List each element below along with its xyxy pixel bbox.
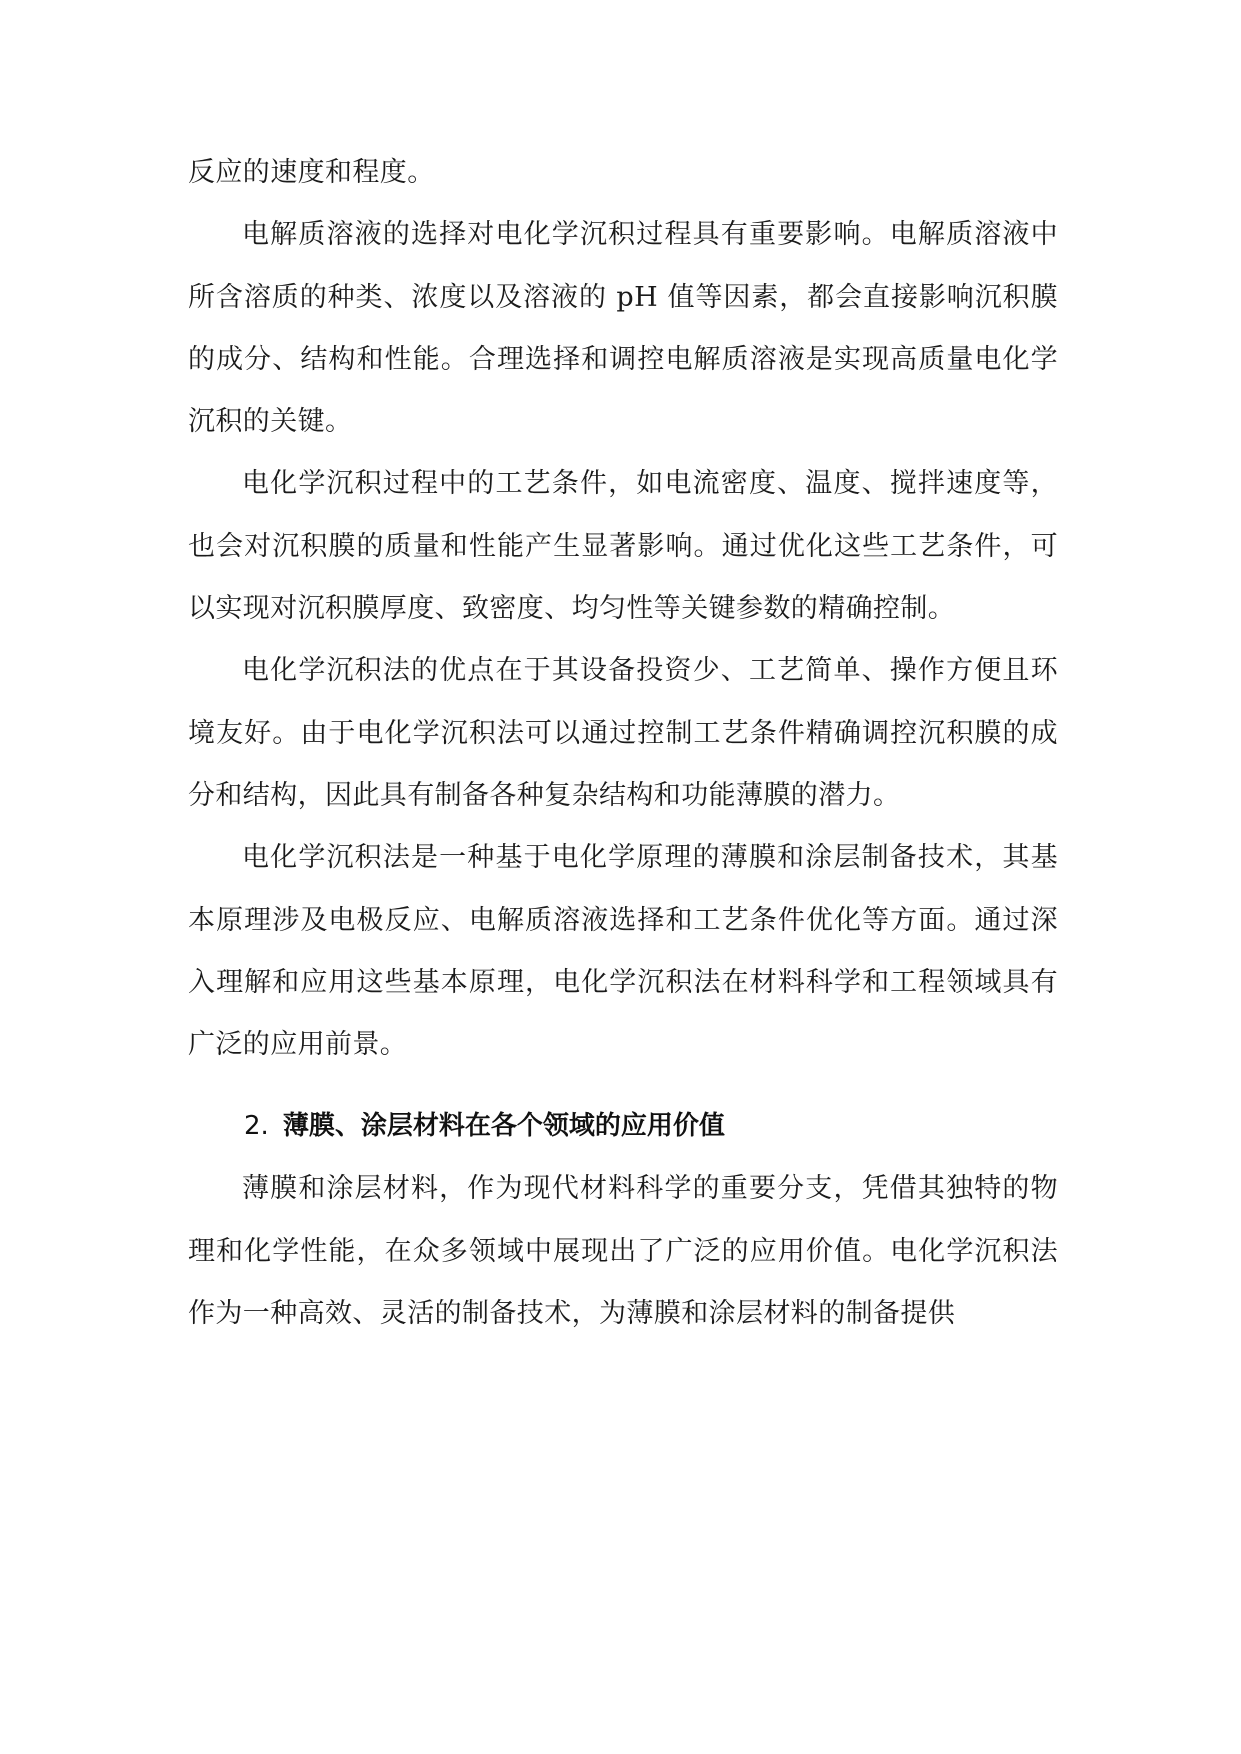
paragraph-summary: 电化学沉积法是一种基于电化学原理的薄膜和涂层制备技术，其基本原理涉及电极反应、电解质溶液选择和工艺条件优化等方面。通过深入理解和应用这些基本原理，电化学沉积法在材料科学和工程领域具有广泛的应用前景。 — [188, 842, 1058, 1061]
document-body — [188, 142, 1058, 1345]
section-heading — [188, 1094, 1058, 1158]
section-number: 2. — [244, 1111, 269, 1142]
paragraph-application-value: 薄膜和涂层材料，作为现代材料科学的重要分支，凭借其独特的物理和化学性能，在众多领域中展现出了广泛的应用价值。电化学沉积法作为一种高效、灵活的制备技术，为薄膜和涂层材料的制备提供 — [188, 1173, 1058, 1330]
paragraph-process-conditions: 电化学沉积过程中的工艺条件，如电流密度、温度、搅拌速度等，也会对沉积膜的质量和性能产生显著影响。通过优化这些工艺条件，可以实现对沉积膜厚度、致密度、均匀性等关键参数的精确控制。 — [188, 468, 1058, 625]
paragraph-continuation: 反应的速度和程度。 — [188, 157, 435, 188]
paragraph-electrolyte: 电解质溶液的选择对电化学沉积过程具有重要影响。电解质溶液中所含溶质的种类、浓度以及溶液的 pH 值等因素，都会直接影响沉积膜的成分、结构和性能。合理选择和调控电解质溶液是实现高质量电化学沉积的关键。 — [188, 219, 1058, 438]
section-title: 薄膜、涂层材料在各个领域的应用价值 — [282, 1111, 725, 1142]
paragraph-advantages: 电化学沉积法的优点在于其设备投资少、工艺简单、操作方便且环境友好。由于电化学沉积法可以通过控制工艺条件精确调控沉积膜的成分和结构，因此具有制备各种复杂结构和功能薄膜的潜力。 — [188, 655, 1058, 811]
